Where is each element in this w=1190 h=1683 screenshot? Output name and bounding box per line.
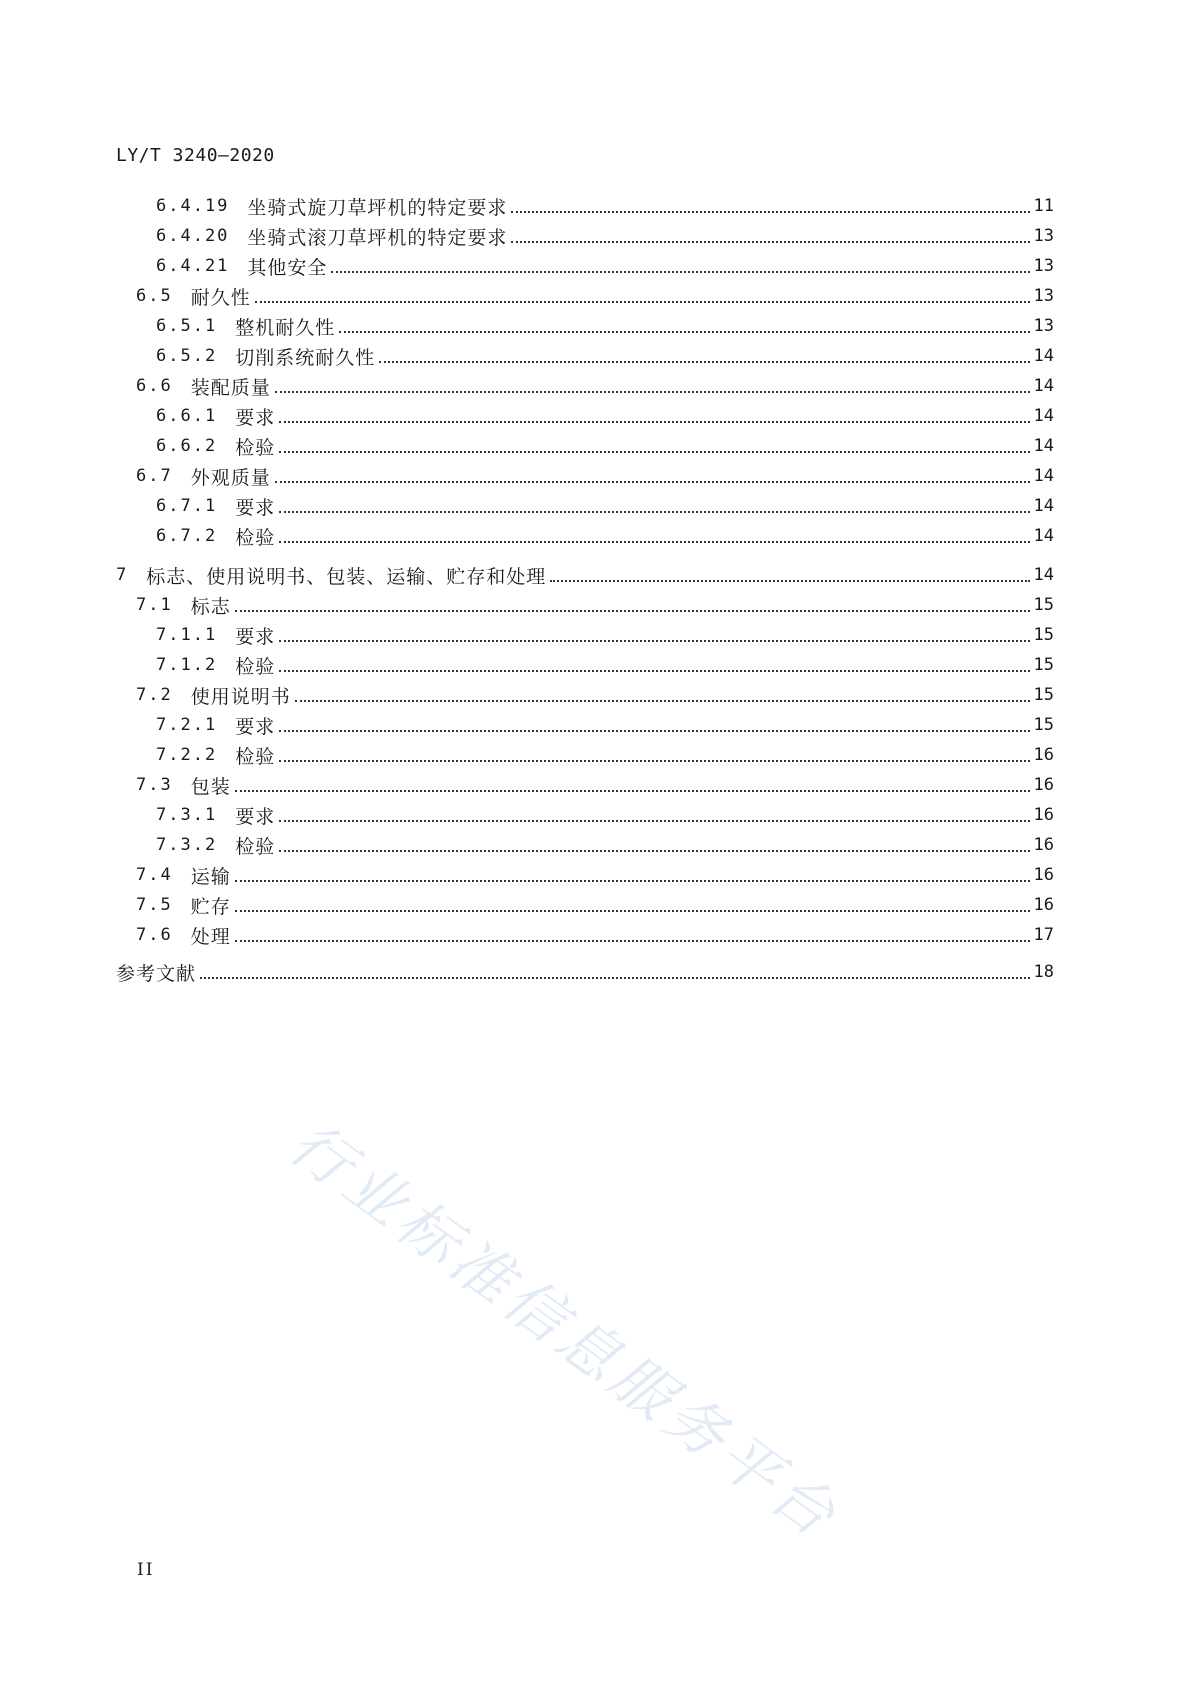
toc-entry-page: 17 — [1033, 925, 1054, 945]
dot-leader — [511, 241, 1029, 243]
toc-entry[interactable] — [116, 620, 1054, 650]
toc-entry-title: 处理 — [190, 925, 231, 948]
toc-entry-title: 要求 — [235, 805, 276, 828]
toc-entry[interactable] — [116, 401, 1054, 431]
toc-entry-page: 16 — [1033, 865, 1054, 885]
toc-entry-page: 14 — [1033, 376, 1054, 396]
toc-entry-page: 13 — [1033, 286, 1054, 306]
toc-entry-number: 6.6.2 — [156, 436, 218, 456]
dot-leader — [279, 760, 1029, 762]
toc-entry[interactable] — [116, 920, 1054, 950]
toc-entry[interactable] — [116, 461, 1054, 491]
toc-entry[interactable] — [116, 341, 1054, 371]
toc-entry-number: 6.7.1 — [156, 496, 218, 516]
dot-leader — [279, 850, 1029, 852]
toc-entry-number: 7.2.1 — [156, 715, 218, 735]
toc-entry[interactable] — [116, 491, 1054, 521]
dot-leader — [279, 640, 1029, 642]
toc-entry-page: 13 — [1033, 226, 1054, 246]
toc-entry-page: 15 — [1033, 625, 1054, 645]
toc-entry-title: 耐久性 — [190, 286, 251, 309]
toc-entry-title: 运输 — [190, 865, 231, 888]
dot-leader — [379, 361, 1029, 363]
dot-leader — [200, 977, 1030, 979]
toc-entry[interactable] — [116, 311, 1054, 341]
dot-leader — [235, 880, 1030, 882]
toc-entry-title: 检验 — [235, 745, 276, 768]
toc-entry-number: 7.5 — [136, 895, 173, 915]
dot-leader — [235, 910, 1030, 912]
toc-entry-page: 14 — [1033, 496, 1054, 516]
toc-entry[interactable] — [116, 680, 1054, 710]
toc-entry-number: 6.5 — [136, 286, 173, 306]
dot-leader — [279, 670, 1029, 672]
toc-entry-title: 使用说明书 — [190, 685, 291, 708]
watermark: 行业标准信息服务平台 — [276, 1108, 852, 1554]
toc-entry-number: 6.7 — [136, 466, 173, 486]
toc-entry-page: 16 — [1033, 775, 1054, 795]
toc-entry-number: 7 — [116, 565, 129, 585]
dot-leader — [235, 940, 1030, 942]
toc-entry-title: 包装 — [190, 775, 231, 798]
dot-leader — [279, 820, 1029, 822]
dot-leader — [279, 421, 1029, 423]
toc-entry-page: 11 — [1033, 196, 1054, 216]
toc-entry[interactable] — [116, 221, 1054, 251]
toc-entry-page: 13 — [1033, 316, 1054, 336]
toc-entry-title: 整机耐久性 — [235, 316, 336, 339]
toc-entry-title: 要求 — [235, 715, 276, 738]
toc-entry-title: 装配质量 — [190, 376, 271, 399]
toc-entry-title: 坐骑式旋刀草坪机的特定要求 — [247, 196, 508, 219]
toc-entry-number: 7.3.2 — [156, 835, 218, 855]
toc-entry-number: 7.3.1 — [156, 805, 218, 825]
toc-entry-title: 外观质量 — [190, 466, 271, 489]
dot-leader — [275, 481, 1030, 483]
toc-entry[interactable] — [116, 371, 1054, 401]
dot-leader — [279, 511, 1029, 513]
dot-leader — [279, 451, 1029, 453]
toc-entry-page: 15 — [1033, 595, 1054, 615]
dot-leader — [235, 790, 1030, 792]
dot-leader — [511, 211, 1029, 213]
toc-entry-title: 标志、使用说明书、包装、运输、贮存和处理 — [146, 565, 547, 588]
toc-entry-page: 13 — [1033, 256, 1054, 276]
toc-entry[interactable] — [116, 740, 1054, 770]
dot-leader — [550, 580, 1029, 582]
toc-entry-number: 7.1.1 — [156, 625, 218, 645]
toc-entry[interactable] — [116, 191, 1054, 221]
toc-entry-number: 6.7.2 — [156, 526, 218, 546]
toc-entry[interactable] — [116, 560, 1054, 590]
toc-entry-title: 检验 — [235, 835, 276, 858]
toc-entry-page: 14 — [1033, 436, 1054, 456]
toc-entry-page: 14 — [1033, 466, 1054, 486]
toc-entry[interactable] — [116, 860, 1054, 890]
toc-entry[interactable] — [116, 800, 1054, 830]
toc-entry[interactable] — [116, 431, 1054, 461]
toc-entry-number: 7.3 — [136, 775, 173, 795]
toc-entry-number: 6.4.20 — [156, 226, 230, 246]
toc-entry-page: 15 — [1033, 685, 1054, 705]
toc-entry-number: 6.5.2 — [156, 346, 218, 366]
toc-entry-title: 标志 — [190, 595, 231, 618]
toc-entry-number: 7.2 — [136, 685, 173, 705]
toc-entry-title: 要求 — [235, 406, 276, 429]
toc-entry-title: 要求 — [235, 496, 276, 519]
toc-entry-number: 7.6 — [136, 925, 173, 945]
toc-entry[interactable] — [116, 890, 1054, 920]
toc-entry-page: 14 — [1033, 565, 1054, 585]
document-code: LY/T 3240—2020 — [116, 145, 275, 166]
toc-entry-page: 14 — [1033, 526, 1054, 546]
toc-entry-page: 16 — [1033, 745, 1054, 765]
dot-leader — [295, 700, 1030, 702]
toc-entry-page: 16 — [1033, 805, 1054, 825]
toc-entry-title: 检验 — [235, 526, 276, 549]
page-number: II — [137, 1560, 155, 1580]
toc-entry-number: 7.1.2 — [156, 655, 218, 675]
dot-leader — [331, 271, 1029, 273]
toc-entry[interactable] — [116, 521, 1054, 551]
toc-entry-title: 坐骑式滚刀草坪机的特定要求 — [247, 226, 508, 249]
toc-entry-number: 7.4 — [136, 865, 173, 885]
toc-entry-title: 贮存 — [190, 895, 231, 918]
toc-entry-title: 参考文献 — [116, 962, 197, 985]
toc-entry-number: 7.1 — [136, 595, 173, 615]
toc-entry[interactable] — [116, 957, 1054, 987]
dot-leader — [279, 541, 1029, 543]
toc-entry[interactable] — [116, 830, 1054, 860]
toc-entry[interactable] — [116, 281, 1054, 311]
toc-entry[interactable] — [116, 251, 1054, 281]
toc-entry-page: 14 — [1033, 406, 1054, 426]
toc-entry-page: 15 — [1033, 655, 1054, 675]
toc-entry-number: 6.6.1 — [156, 406, 218, 426]
toc-entry-number: 6.4.21 — [156, 256, 230, 276]
dot-leader — [279, 730, 1029, 732]
toc-entry-number: 6.6 — [136, 376, 173, 396]
toc-entry-title: 检验 — [235, 436, 276, 459]
toc-entry-title: 切削系统耐久性 — [235, 346, 376, 369]
table-of-contents — [116, 191, 1054, 987]
toc-entry-title: 其他安全 — [247, 256, 328, 279]
toc-entry-title: 检验 — [235, 655, 276, 678]
toc-entry-page: 16 — [1033, 835, 1054, 855]
toc-entry-number: 6.4.19 — [156, 196, 230, 216]
toc-entry-page: 18 — [1033, 962, 1054, 982]
toc-entry[interactable] — [116, 650, 1054, 680]
dot-leader — [275, 391, 1030, 393]
toc-entry-page: 14 — [1033, 346, 1054, 366]
dot-leader — [339, 331, 1029, 333]
toc-entry-number: 7.2.2 — [156, 745, 218, 765]
dot-leader — [235, 610, 1030, 612]
toc-entry-number: 6.5.1 — [156, 316, 218, 336]
toc-entry[interactable] — [116, 770, 1054, 800]
dot-leader — [255, 301, 1030, 303]
toc-entry[interactable] — [116, 710, 1054, 740]
toc-entry-title: 要求 — [235, 625, 276, 648]
toc-entry[interactable] — [116, 590, 1054, 620]
toc-entry-page: 15 — [1033, 715, 1054, 735]
toc-entry-page: 16 — [1033, 895, 1054, 915]
